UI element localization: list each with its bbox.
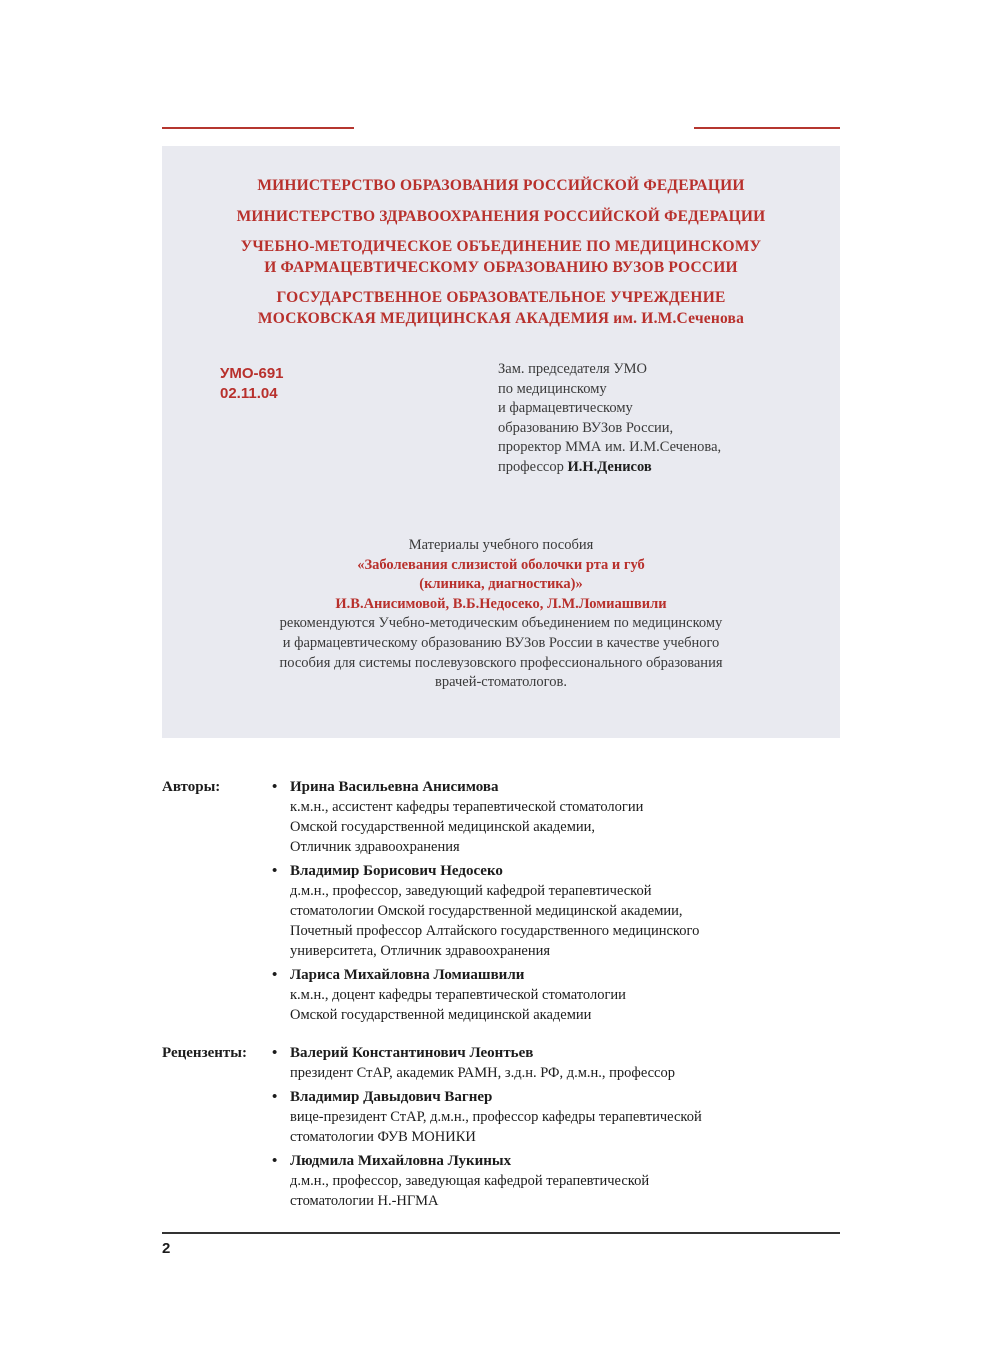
approver-signature	[498, 458, 721, 478]
person-credential-line: д.м.н., профессор, заведующий кафедрой терапевтической	[290, 883, 652, 899]
person-credential-line: вице-президент СтАР, д.м.н., профессор кафедры терапевтической	[290, 1109, 702, 1125]
person-credential-line: к.м.н., ассистент кафедры терапевтической стоматологии	[290, 799, 644, 815]
person-name: Владимир Давыдович Вагнер	[290, 1089, 493, 1105]
reviewer-entry	[162, 1087, 840, 1147]
stamp-heading-line: МОСКОВСКАЯ МЕДИЦИНСКАЯ АКАДЕМИЯ им. И.М.Сеченова	[257, 309, 745, 327]
bullet-icon: •	[272, 863, 278, 879]
page-number: 2	[162, 1240, 171, 1257]
materials-title: «Заболевания слизистой оболочки рта и губ	[357, 556, 645, 573]
person-credential-line: стоматологии Н.-НГМА	[290, 1193, 439, 1209]
footer-rule	[162, 1232, 840, 1234]
person-name: Валерий Константинович Леонтьев	[290, 1045, 534, 1061]
umo-code: УМО-691	[220, 365, 284, 382]
reviewer-entry	[162, 1043, 840, 1083]
materials-text-line: врачей-стоматологов.	[435, 674, 567, 691]
top-left-rule	[162, 127, 354, 129]
approval-stamp	[162, 146, 840, 738]
stamp-heading-line: И ФАРМАЦЕВТИЧЕСКОМУ ОБРАЗОВАНИЮ ВУЗОВ РОССИИ	[264, 258, 738, 276]
bullet-icon: •	[272, 1153, 278, 1169]
stamp-heading-line: ГОСУДАРСТВЕННОЕ ОБРАЗОВАТЕЛЬНОЕ УЧРЕЖДЕНИЕ	[276, 289, 726, 306]
materials-block	[162, 536, 840, 693]
stamp-headings	[162, 176, 840, 339]
materials-text-line: и фармацевтическому образованию ВУЗов России в качестве учебного	[282, 634, 720, 651]
umo-date: 02.11.04	[220, 385, 278, 402]
approver-line: образованию ВУЗов России,	[498, 419, 674, 436]
person-credential-line: университета, Отличник здравоохранения	[290, 943, 551, 959]
top-right-rule	[694, 127, 840, 129]
authors-section	[162, 777, 840, 1029]
person-name: Людмила Михайловна Лукиных	[290, 1153, 512, 1169]
person-credential-line: Омской государственной медицинской академии,	[290, 819, 596, 835]
stamp-heading	[162, 176, 840, 197]
approver-prefix: профессор	[498, 458, 568, 475]
stamp-heading	[162, 288, 840, 329]
person-credential-line: Почетный профессор Алтайского государственного медицинского	[290, 923, 700, 939]
approver-line: Зам. председателя УМО	[498, 361, 647, 377]
approver-block	[498, 360, 721, 478]
approver-line: и фармацевтическому	[498, 400, 633, 417]
person-credential-line: Омской государственной медицинской академии	[290, 1007, 592, 1023]
person-credential-line: Отличник здравоохранения	[290, 839, 460, 855]
materials-authors: И.В.Анисимовой, В.Б.Недосеко, Л.М.Ломиашвили	[335, 595, 667, 612]
reviewer-entry	[162, 1151, 840, 1211]
stamp-heading-line: МИНИСТЕРСТВО ЗДРАВООХРАНЕНИЯ РОССИЙСКОЙ ФЕДЕРАЦИИ	[236, 207, 766, 225]
stamp-heading	[162, 207, 840, 228]
materials-subtitle: (клиника, диагностика)»	[419, 576, 583, 593]
bullet-icon: •	[272, 779, 278, 795]
stamp-heading-line: УЧЕБНО-МЕТОДИЧЕСКОЕ ОБЪЕДИНЕНИЕ ПО МЕДИЦИНСКОМУ	[240, 238, 762, 255]
author-entry	[162, 861, 840, 961]
person-credential-line: стоматологии Омской государственной медицинской академии,	[290, 903, 683, 919]
materials-text-line: пособия для системы послевузовского профессионального образования	[279, 654, 723, 671]
person-name: Владимир Борисович Недосеко	[290, 863, 503, 879]
bullet-icon: •	[272, 1089, 278, 1105]
umo-reference	[220, 364, 284, 404]
bullet-icon: •	[272, 967, 278, 983]
person-name: Ирина Васильевна Анисимова	[290, 779, 499, 795]
approver-line: проректор ММА им. И.М.Сеченова,	[498, 439, 722, 456]
bullet-icon: •	[272, 1045, 278, 1061]
stamp-heading-line: МИНИСТЕРСТВО ОБРАЗОВАНИЯ РОССИЙСКОЙ ФЕДЕРАЦИИ	[257, 177, 745, 194]
authors-label: Авторы:	[162, 779, 221, 795]
materials-text-line: рекомендуются Учебно-методическим объединением по медицинскому	[279, 615, 723, 632]
author-entry	[162, 777, 840, 857]
materials-intro: Материалы учебного пособия	[408, 537, 594, 553]
person-credential-line: президент СтАР, академик РАМН, з.д.н. РФ, д.м.н., профессор	[290, 1065, 675, 1081]
person-credential-line: стоматологии ФУВ МОНИКИ	[290, 1129, 476, 1145]
person-credential-line: д.м.н., профессор, заведующая кафедрой терапевтической	[290, 1173, 650, 1189]
reviewers-label: Рецензенты:	[162, 1045, 247, 1061]
approver-line: по медицинскому	[498, 380, 607, 397]
reviewers-section	[162, 1043, 840, 1215]
approver-name: И.Н.Денисов	[567, 458, 652, 475]
person-credential-line: к.м.н., доцент кафедры терапевтической стоматологии	[290, 987, 626, 1003]
author-entry	[162, 965, 840, 1025]
stamp-heading	[162, 237, 840, 278]
person-name: Лариса Михайловна Ломиашвили	[290, 967, 525, 983]
